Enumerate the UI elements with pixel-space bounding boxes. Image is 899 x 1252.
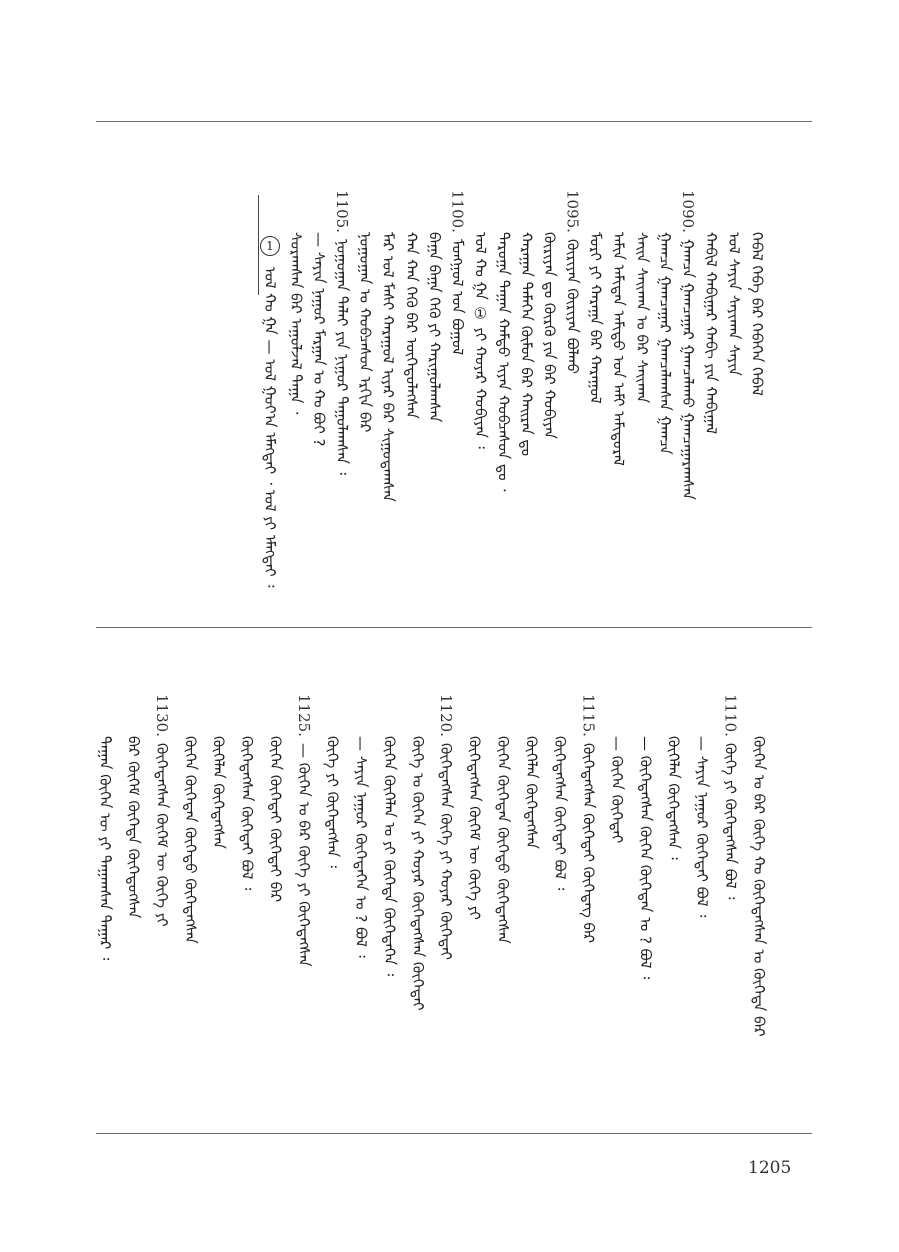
verse-text: ᠣᠯ ᠬᠣ ᠭᠠ ① ᠶᠢ ᠬᠣᠶᠠᠷ ᠬᠤᠪᠢᠶᠠᠨ ᠄ [471, 232, 490, 449]
line-number: 1130. [152, 694, 171, 737]
footnote [260, 236, 280, 588]
verse-text: ᠭᠠᠭᠴᠠ ᠭᠠᠭᠴᠠᠭᠠᠷ ᠭᠠᠭᠴᠠᠯᠠᠭᠰᠠᠨ ᠭᠠᠭᠴᠠ [655, 232, 674, 455]
line-number: 1100. [448, 190, 467, 233]
verse-line [287, 232, 305, 414]
verse-text: ᠬᠦᠭᠡᠨ ᠬᠦᠭᠡᠯᠡᠨ ᠤ ᠶᠢ ᠬᠦᠭᠡᠲᠡ ᠬᠦᠭᠡᠳᠡᠭᠡᠨ ᠄ [380, 736, 399, 977]
verse-line [96, 736, 114, 960]
verse-text: ᠬᠠᠷᠠᠭᠠᠨ ᠲᠡᠮᠡᠭᠡᠨ ᠬᠦᠮᠦᠨ ᠪᠠᠷ ᠬᠠᠢᠷᠠᠨ ᠳᠤ [517, 232, 536, 457]
verse-text: ᠰᠠᠢᠨ ᠰᠠᠢᠬᠠᠨ ᠤ ᠪᠠᠷ ᠰᠠᠢᠬᠠᠨ [632, 232, 651, 404]
verse-text: ᠬᠦᠭᠡᠳᠡᠭᠰᠡᠨ ᠬᠦᠭᠡᠮ ᠦ ᠬᠦᠭᠡ ᠶᠢ [465, 736, 484, 920]
verse-line [409, 736, 427, 1011]
verse-line [693, 736, 711, 917]
verse-line [610, 232, 628, 466]
verse-text: ᠪᠠᠭᠠ ᠪᠠᠭᠠ ᠭᠡᠬᠦ ᠶᠢ ᠬᠠᠷᠢᠭᠤᠯᠠᠭᠰᠠᠨ [425, 232, 444, 423]
verse-text: ᠬᠦᠭᠡᠳᠡᠭᠰᠡᠨ ᠬᠦᠭᠡ ᠶᠢ ᠬᠣᠶᠠᠷ ᠬᠦᠭᠡᠲᠡᠢ [437, 742, 456, 960]
verse-line [523, 736, 541, 849]
verse-line [333, 190, 351, 475]
verse-text: ᠨᠣᠭᠣᠭᠠᠨ ᠤ ᠬᠤᠪᠴᠠᠰᠤᠨ ᠡᠷᠭᠢᠨ ᠪᠠᠷ [356, 232, 375, 433]
verse-text: ᠬᠦᠭᠡᠨ ᠬᠦᠭᠡᠲᠡᠢ ᠬᠦᠭᠡᠲᠡᠢ ᠪᠠᠷ [266, 736, 285, 903]
line-number: 1110. [721, 694, 740, 737]
verse-line [702, 232, 720, 434]
verse-line [679, 190, 697, 500]
footnote-separator [258, 195, 259, 295]
verse-text: ᠬᠦᠷᠢᠶᠡᠨ ᠬᠦᠷᠢᠶᠡᠨ ᠪᠣᠯᠬᠤ [563, 238, 582, 374]
verse-line [380, 736, 398, 976]
verse-text: ᠳᠠᠷᠤᠭᠠ ᠳᠠᠭᠠᠨ ᠬᠠᠮᠲᠤ ᠢᠶᠠᠨ ᠬᠤᠪᠴᠠᠰᠤᠨ ᠳᠤ ᠂ [494, 232, 513, 492]
verse-line [587, 232, 605, 404]
verse-text: ᠪᠠᠷ ᠬᠦᠭᠡᠮ ᠬᠦᠭᠡᠲᠡ ᠬᠦᠭᠡᠳᠦᠭᠰᠡᠨ [124, 736, 143, 919]
line-number: 1125. [295, 694, 314, 737]
footnote-text: ᠣᠯ ᠬᠣ ᠭᠠ — ᠣᠯ ᠭᠣᠶ᠎ᠠ ᠡᠮᠡᠭᠳᠡᠢ ᠂ ᠣᠯ ᠶᠢ ᠡᠮᠡᠭᠳᠡᠢ ᠄ [261, 266, 279, 588]
verse-text: — ᠬᠦᠭᠡᠳᠡᠭᠰᠡᠨ ᠬᠦᠭᠡᠨ ᠬᠦᠭᠡᠲᠡᠨ ᠤ ? ᠪᠣᠯ ᠄ [636, 736, 655, 980]
bottom-rule [96, 1133, 812, 1134]
verse-line [494, 232, 512, 491]
verse-text: ᠬᠦᠭᠡᠨ ᠬᠦᠭᠡᠲᠡᠨ ᠬᠦᠭᠡᠲᠦ ᠬᠦᠭᠡᠳᠡᠭᠰᠡᠨ [181, 736, 200, 944]
verse-line [579, 694, 597, 943]
page-number: 1205 [748, 1158, 792, 1178]
line-number: 1115. [579, 694, 598, 737]
verse-text: ᠬᠦᠭᠡᠯᠡᠨ ᠬᠦᠭᠡᠳᠡᠭᠰᠡᠨ ᠄ [664, 736, 683, 860]
verse-text: ᠬᠠᠨ ᠬᠠᠨ ᠭᠡᠬᠦ ᠪᠡᠷ ᠦᠭᠡᠳᠦᠯᠡᠭᠰᠡᠨ [402, 232, 421, 419]
verse-text: ᠬᠦᠭᠡ ᠶᠢ ᠬᠦᠭᠡᠳᠡᠭᠰᠡᠨ ᠪᠣᠯ ᠄ [721, 742, 740, 900]
verse-line [564, 190, 582, 374]
verse-line [267, 736, 285, 902]
verse-line [518, 232, 536, 456]
verse-line [323, 736, 341, 868]
verse-text: — ᠰᠠᠶᠢᠨ ᠨᠠᠭᠤᠷ ᠮᠠᠷᠭᠠᠨ ᠤ ᠬᠣ ᠪᠤᠢ ? [310, 232, 329, 447]
verse-line [466, 736, 484, 920]
verse-line [608, 736, 626, 843]
verse-text: — ᠰᠠᠶᠢᠨ ᠨᠠᠭᠤᠷ ᠬᠦᠭᠡᠳᠡᠭᠡᠨ ᠤ ? ᠪᠣᠯ ᠄ [351, 736, 370, 958]
verse-text: ᠬᠡᠪᠡᠯ ᠬᠡᠪᠡ ᠪᠠᠷ ᠬᠡᠪᠡᠭᠡᠨ ᠬᠡᠪᠡᠯ [748, 232, 766, 396]
verse-line [402, 232, 420, 419]
verse-text: ᠬᠦᠭᠡ ᠤ ᠬᠦᠭᠡᠨ ᠶᠢ ᠬᠣᠶᠠᠷ ᠬᠦᠭᠡᠳᠡᠭᠰᠡᠨ ᠬᠦᠭᠡᠲᠡᠢ [408, 736, 427, 1011]
verse-line [210, 736, 228, 849]
verse-line [153, 694, 171, 927]
verse-text: ᠬᠦᠭᠡᠨ ᠣ ᠪᠠᠷ ᠬᠦᠭᠡ ᠬᠣ ᠬᠦᠭᠡᠳᠡᠭᠰᠡᠨ ᠤ ᠬᠦᠭᠡᠲᠡ ᠪᠠᠷ [750, 736, 768, 1037]
verse-text: ᠣᠯ ᠰᠠᠶᠢᠨ ᠰᠠᠶᠢᠬᠠᠨ ᠰᠠᠶᠢᠨ [724, 232, 743, 376]
verse-line [425, 232, 443, 422]
verse-line [181, 736, 199, 944]
verse-line [494, 736, 512, 944]
verse-line [636, 736, 654, 979]
verse-line [656, 232, 674, 455]
verse-text: ᠬᠦᠭᠡᠳᠡᠭᠰᠡᠨ ᠬᠦᠭᠡᠮ ᠦ ᠬᠦᠭᠡ ᠶᠢ [152, 742, 171, 927]
verse-text: ᠬᠦᠭᠡᠳᠡᠭᠰᠡᠨ ᠬᠦᠭᠡᠲᠡᠢ ᠬᠦᠭᠡᠳᠡᠭ ᠪᠠᠷ [579, 742, 598, 944]
line-number: 1090. [678, 190, 697, 233]
verse-text: ᠬᠦᠭᠡᠯᠡᠨ ᠬᠦᠭᠡᠳᠡᠭᠰᠡᠨ [522, 736, 541, 849]
verse-text: ᠠᠮᠢᠨ ᠠᠮᠢᠲᠠᠨ ᠠᠮᠢᠲᠤ ᠤᠨ ᠠᠮᠢ ᠠᠮᠢᠳᠤᠷᠠᠯ [609, 232, 628, 466]
verse-text: ᠨᠣᠭᠣᠭᠠᠨ ᠳᠠᠯᠠᠢ ᠶᠢᠨ ᠨᠢᠭᠤᠷ ᠳᠠᠭᠤᠯᠠᠭᠰᠠᠨ ᠄ [333, 238, 352, 475]
verse-text: ᠮᠣᠩᠭᠣᠯ ᠤᠨ ᠪᠣᠭᠣᠯ [448, 238, 467, 356]
verse-text: ᠬᠦᠭᠡᠨ ᠬᠦᠭᠡᠲᠡᠨ ᠬᠦᠭᠡᠲᠦ ᠬᠦᠭᠡᠳᠡᠭᠰᠡᠨ [494, 736, 513, 944]
footnote-marker: 1 [260, 236, 280, 256]
verse-text: ᠮᠠᠷ ᠤᠯ ᠮᠠᠰᠢ ᠬᠠᠷᠠᠭᠤᠯ ᠢᠶᠠᠷ ᠪᠠᠷ ᠰᠢᠭᠤᠳᠠᠭᠰᠠᠨ [379, 232, 398, 502]
verse-line [665, 736, 683, 860]
verse-line [551, 736, 569, 890]
verse-text: — ᠬᠦᠭᠡᠨ ᠬᠦᠭᠡᠲᠡᠢ [607, 736, 626, 844]
verse-line [748, 232, 766, 396]
verse-text: ᠰᠤᠷᠠᠭᠰᠠᠨ ᠪᠠᠷ ᠠᠭᠤᠯᠵᠠᠯ ᠳᠠᠭᠠ ᠂ [287, 232, 305, 415]
verse-line [379, 232, 397, 502]
verse-line [437, 694, 455, 960]
line-number: 1095. [563, 190, 582, 233]
verse-text: ᠬᠦᠭᠡᠯᠡᠨ ᠬᠦᠭᠡᠳᠡᠭᠰᠡᠨ [209, 736, 228, 849]
verse-line [448, 190, 466, 355]
verse-line [295, 694, 313, 967]
verse-text: ᠬᠦᠭᠡᠳᠡᠭᠰᠡᠨ ᠬᠦᠭᠡᠲᠡᠢ ᠪᠣᠯ ᠄ [550, 736, 569, 891]
verse-line [633, 232, 651, 403]
verse-text: ᠬᠦᠷᠢᠶᠡᠨ ᠳᠤ ᠬᠦᠷᠬᠦ ᠶᠢᠨ ᠪᠠᠷ ᠬᠤᠪᠢᠶᠠᠨ [540, 232, 559, 439]
line-number: 1105. [333, 190, 352, 233]
line-number: 1120. [437, 694, 456, 737]
verse-text: ᠬᠠᠪᠢᠯ ᠬᠠᠪᠢᠭᠠᠷ ᠬᠠᠪᠢ ᠶᠢᠨ ᠬᠠᠪᠢᠭᠠᠯ [701, 232, 720, 435]
verse-line [471, 232, 489, 449]
verse-line [725, 232, 743, 376]
verse-text: ᠳᠠᠭᠠᠨ ᠬᠦᠭᠡᠨ ᠦ ᠶᠢ ᠳᠠᠭᠠᠭᠰᠠᠨ ᠳᠠᠭᠠᠷ ᠄ [96, 736, 114, 961]
verse-text: ᠬᠦᠭᠡ ᠶᠢ ᠬᠦᠭᠡᠳᠡᠭᠰᠡᠨ ᠄ [323, 736, 342, 868]
verse-line [722, 694, 740, 899]
verse-text: ᠬᠦᠭᠡᠳᠡᠭᠰᠡᠨ ᠬᠦᠭᠡᠲᠡᠢ ᠪᠣᠯ ᠄ [238, 736, 257, 891]
verse-text: — ᠬᠦᠭᠡᠨ ᠣ ᠪᠠᠷ ᠬᠦᠭᠡ ᠶᠢ ᠬᠦᠭᠡᠳᠡᠭᠰᠡᠨ [295, 742, 314, 967]
top-rule [96, 121, 812, 122]
verse-line [238, 736, 256, 890]
verse-line [541, 232, 559, 439]
verse-text: ᠮᠣᠷᠢ ᠶᠢ ᠬᠠᠷᠠᠭᠠ ᠪᠠᠷ ᠬᠠᠷᠠᠭᠤᠯ [586, 232, 605, 404]
verse-text: ᠭᠠᠭᠴᠠ ᠭᠠᠭᠴᠠᠭᠠᠷ ᠭᠠᠭᠴᠠᠯᠠᠬᠤ ᠭᠠᠭᠴᠠᠭᠠᠷᠠᠭᠰᠠᠨ [678, 238, 697, 500]
middle-rule [96, 627, 812, 628]
verse-line [310, 232, 328, 446]
verse-line [352, 736, 370, 958]
verse-line [124, 736, 142, 918]
verse-text: — ᠰᠠᠶᠢᠨ ᠨᠠᠭᠤᠷ ᠬᠦᠭᠡᠲᠡᠢ ᠪᠣᠯ ᠄ [693, 736, 712, 918]
verse-line [356, 232, 374, 432]
verse-line [750, 736, 768, 1037]
